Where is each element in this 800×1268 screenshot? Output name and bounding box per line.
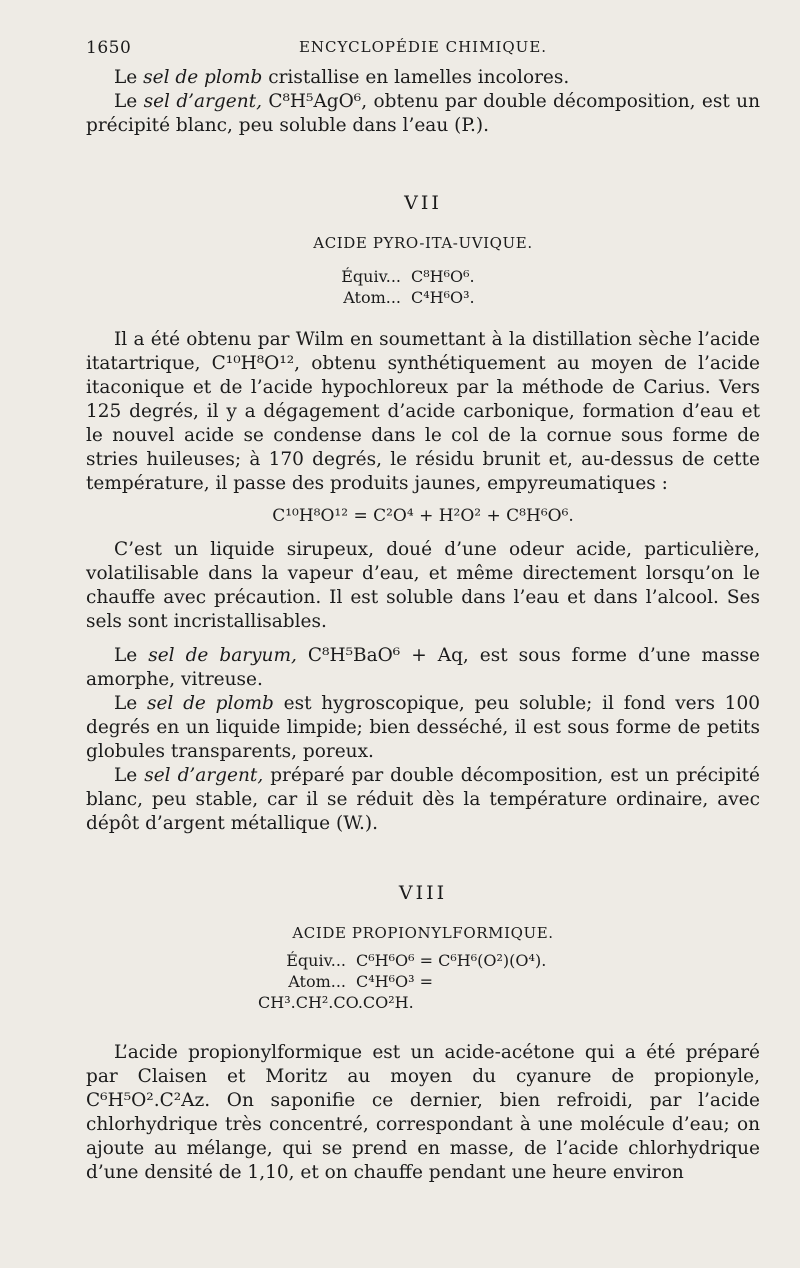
paragraph-wilm-distillation: Il a été obtenu par Wilm en soumettant à la distillation sèche l’acide itatartrique, C¹⁰H⁸O¹², obtenu synthétiquement au moyen de l’acide itaconique et de l’acide hypochloreux par la méthode de Carius. Vers 125 degrés, il y a dégagement d’acide carbonique, formation d’eau et le nouvel acide se condense dans le col de la cornue sous forme de stries huileuses; à 170 degrés, le résidu brunit et, au-dessus de cette température, il passe des produits jaunes, empyreumatiques :: [86, 329, 760, 494]
atom-label-viii: Atom...: [288, 972, 346, 991]
running-head: [86, 38, 760, 62]
equiv-label: Équiv...: [341, 267, 401, 286]
paragraph-sel-d-argent-2: Le sel d’argent, préparé par double décomposition, est un précipité blanc, peu stable, car il se réduit dès la température ordinaire, avec dépôt d’argent métallique (W.).: [86, 765, 760, 834]
page-body: [86, 66, 760, 1185]
paragraph-sel-d-argent: Le sel d’argent, C⁸H⁵AgO⁶, obtenu par double décomposition, est un précipité blanc, peu soluble dans l’eau (P.).: [86, 91, 760, 136]
equiv-formula: C⁸H⁶O⁶.: [411, 267, 475, 286]
equiv-formula-viii: C⁶H⁶O⁶ = C⁶H⁶(O²)(O⁴).: [356, 951, 547, 970]
section-title-pyro-ita-uvique: ACIDE PYRO-ITA-UVIQUE.: [313, 234, 533, 252]
formula-block-viii: [258, 950, 588, 1013]
section-numeral-viii: VIII: [398, 882, 448, 904]
running-title: ENCYCLOPÉDIE CHIMIQUE.: [298, 38, 548, 56]
equation-decomposition: C¹⁰H⁸O¹² = C²O⁴ + H²O² + C⁸H⁶O⁶.: [272, 506, 574, 526]
paragraph-liquide-sirupeux: C’est un liquide sirupeux, doué d’une odeur acide, particulière, volatilisable dans la vapeur d’eau, et même directement lorsqu’on le chauffe avec précaution. Il est soluble dans l’eau et dans l’alcool. Ses sels sont incristallisables.: [86, 539, 760, 632]
atom-formula-viii: C⁴H⁶O³ = CH³.CH².CO.CO²H.: [258, 972, 434, 1012]
paragraph-sel-de-plomb-2: Le sel de plomb est hygroscopique, peu soluble; il fond vers 100 degrés en un liquide limpide; bien desséché, il est sous forme de petits globules transparents, poreux.: [86, 693, 760, 762]
section-numeral-vii: VII: [404, 192, 442, 214]
formula-block-vii: [313, 266, 533, 308]
paragraph-sel-de-plomb: Le sel de plomb cristallise en lamelles incolores.: [114, 67, 570, 88]
paragraph-sel-de-baryum: Le sel de baryum, C⁸H⁵BaO⁶ + Aq, est sous forme d’une masse amorphe, vitreuse.: [86, 645, 761, 690]
page-number: 1650: [86, 38, 132, 58]
section-title-propionylformique: ACIDE PROPIONYLFORMIQUE.: [292, 924, 554, 942]
atom-formula: C⁴H⁶O³.: [411, 288, 475, 307]
equiv-label-viii: Équiv...: [286, 951, 346, 970]
atom-label: Atom...: [343, 288, 401, 307]
paragraph-propionylformique: L’acide propionylformique est un acide-acétone qui a été préparé par Claisen et Moritz au moyen du cyanure de propionyle, C⁶H⁵O².C²Az. On saponifie ce dernier, bien refroidi, par l’acide chlorhydrique très concentré, correspondant à une molécule d’eau; on ajoute au mélange, qui se prend en masse, de l’acide chlorhydrique d’une densité de 1,10, et on chauffe pendant une heure environ: [86, 1042, 760, 1183]
